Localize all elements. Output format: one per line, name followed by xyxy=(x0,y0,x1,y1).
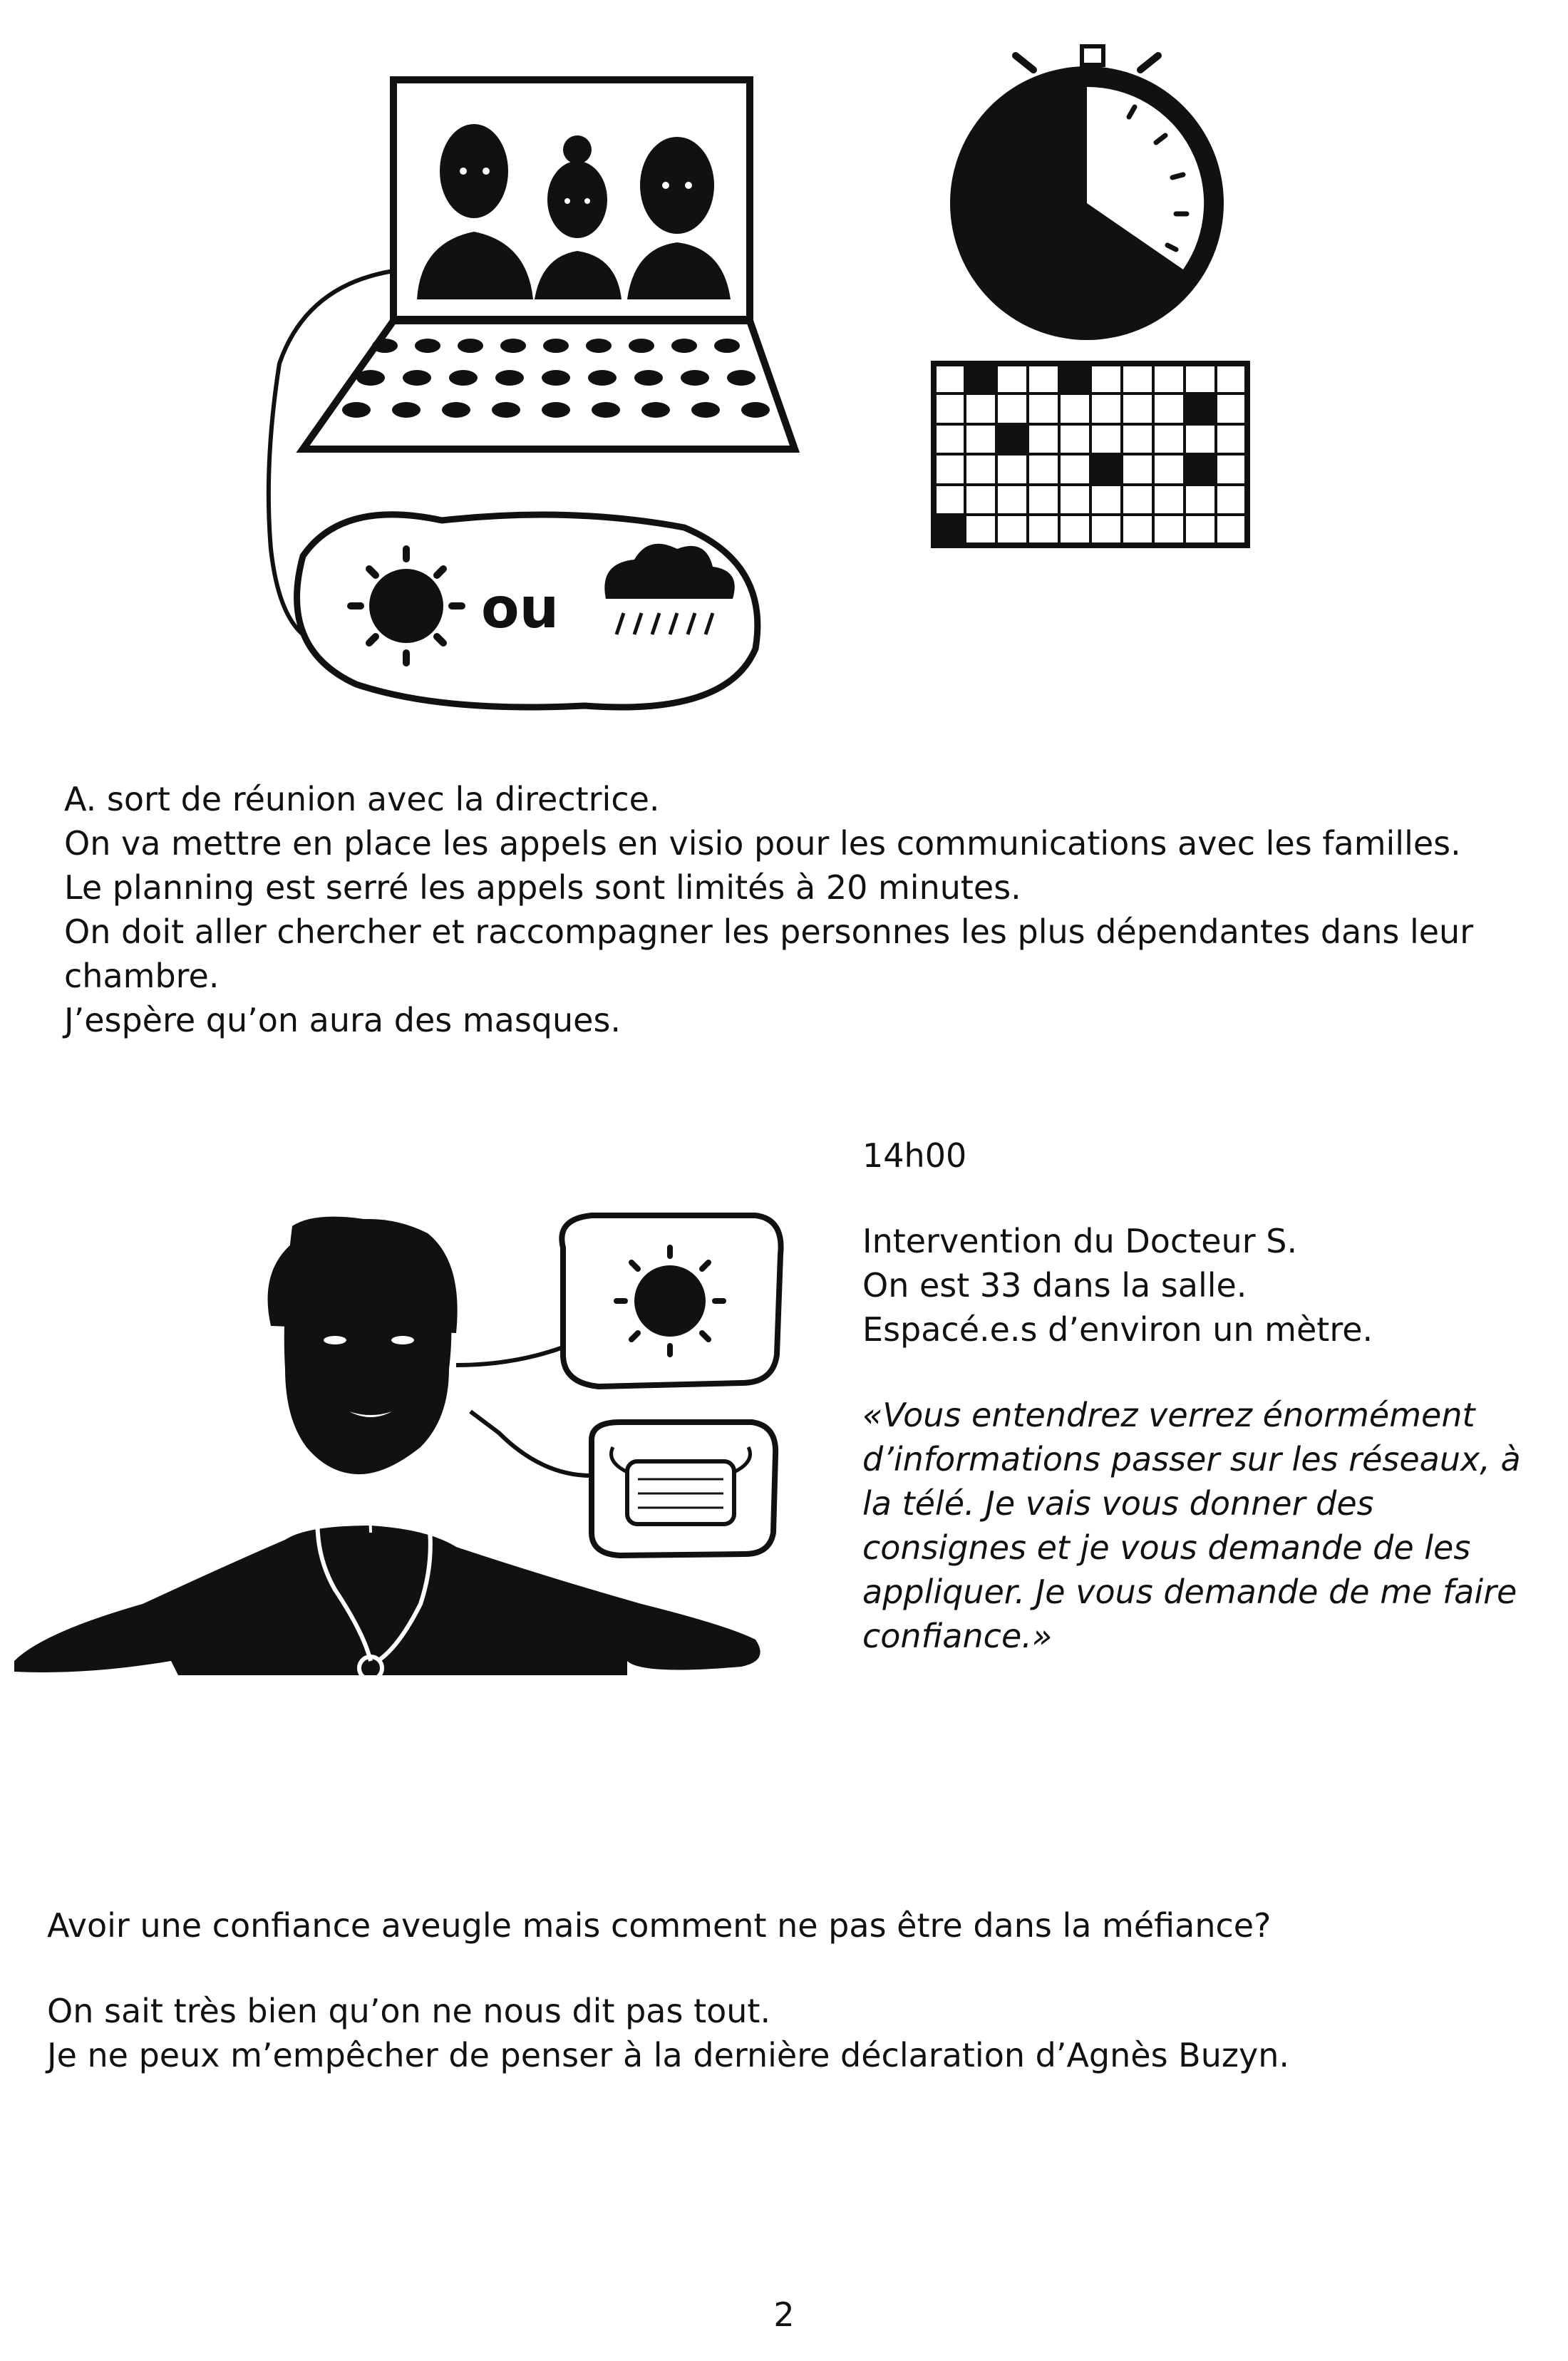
doctor-quote: «Vous entendrez verrez énormément d’informations passer sur les réseaux, à la télé. Je vais vous donner des consignes et je vous demande de les appliquer. Je vous demande de me faire confiance.» xyxy=(862,1396,1521,1655)
stopwatch-icon xyxy=(927,43,1226,342)
intro-text xyxy=(64,777,1511,1042)
intro-line: Le planning est serré les appels sont limités à 20 minutes. xyxy=(64,868,1021,907)
laptop-video-call-icon xyxy=(228,64,813,727)
intro-line: On doit aller chercher et raccompagner les personnes les plus dépendantes dans leur chambre. xyxy=(64,912,1474,995)
weather-or-word: ou xyxy=(481,577,559,641)
intervention-line: On est 33 dans la salle. xyxy=(862,1266,1247,1305)
outro-line: Avoir une confiance aveugle mais comment ne pas être dans la méfiance? xyxy=(47,1906,1272,1945)
time-label: 14h00 xyxy=(862,1136,967,1175)
doctor-icon xyxy=(0,1205,784,1689)
intro-line: A. sort de réunion avec la directrice. xyxy=(64,780,660,818)
intervention-block xyxy=(862,1133,1539,1658)
intervention-line: Espacé.e.s d’environ un mètre. xyxy=(862,1310,1373,1349)
intervention-line: Intervention du Docteur S. xyxy=(862,1222,1298,1260)
outro-line: On sait très bien qu’on ne nous dit pas tout. xyxy=(47,1992,771,2030)
page-number: 2 xyxy=(773,2295,795,2334)
intro-line: J’espère qu’on aura des masques. xyxy=(64,1001,621,1039)
outro-line: Je ne peux m’empêcher de penser à la dernière déclaration d’Agnès Buzyn. xyxy=(47,2036,1290,2074)
planning-grid-icon xyxy=(923,353,1265,560)
outro-text xyxy=(47,1903,1530,2077)
intro-line: On va mettre en place les appels en visio pour les communications avec les familles. xyxy=(64,824,1461,863)
